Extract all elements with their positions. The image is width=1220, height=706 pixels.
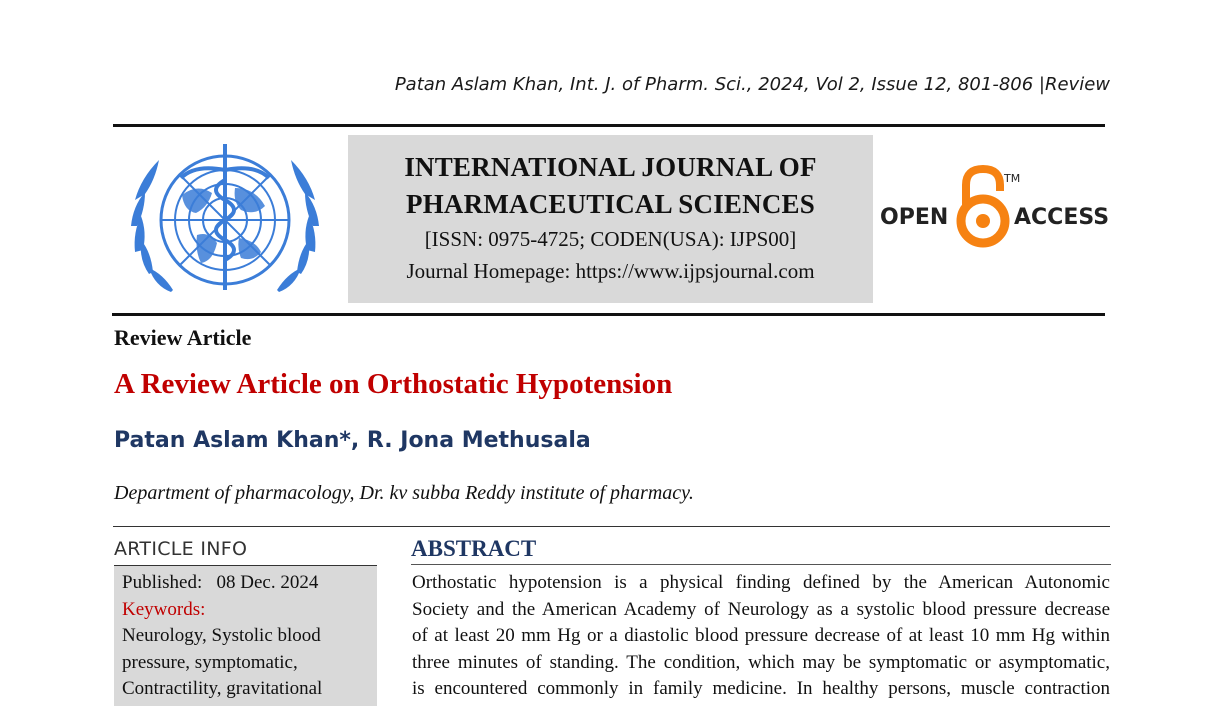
trademark-text: TM [1004,172,1021,185]
article-info-heading: ARTICLE INFO [114,538,248,560]
open-lock-icon [961,169,1005,243]
abstract-heading: ABSTRACT [411,536,537,561]
published-row [122,570,377,597]
keywords-label: Keywords: [122,598,206,620]
keywords-line: Neurology, Systolic blood [122,625,321,646]
journal-title-line-1: INTERNATIONAL JOURNAL OF [404,152,817,182]
article-type: Review Article [114,325,252,350]
journal-banner [348,135,873,303]
abstract-body [412,570,1110,703]
abstract-line: of at least 20 mm Hg or a diastolic blood pressure decrease of at least 10 mm Hg within [412,625,1110,646]
keywords-line: Contractility, gravitational [122,678,323,699]
abstract-line: Orthostatic hypotension is a physical finding defined by the American Autonomic [412,572,1110,593]
open-access-right-text: ACCESS [1014,205,1110,230]
journal-issn: [ISSN: 0975-4725; CODEN(USA): IJPS00] [424,227,797,251]
un-emblem-caduceus-icon [127,140,323,304]
article-authors: Patan Aslam Khan*, R. Jona Methusala [114,428,591,453]
header-rule-top [113,124,1105,127]
open-access-logo [880,165,1110,251]
journal-title-line-2: PHARMACEUTICAL SCIENCES [406,189,815,219]
section-divider [113,526,1110,527]
published-date: 08 Dec. 2024 [216,572,319,593]
abstract-line: Society and the American Academy of Neurology as a systolic blood pressure decrease [412,598,1110,620]
abstract-line: three minutes of standing. The condition, which may be symptomatic or asymptomatic, [412,651,1110,673]
running-head: Patan Aslam Khan, Int. J. of Pharm. Sci., 2024, Vol 2, Issue 12, 801-806 |Review [394,74,1110,95]
article-title: A Review Article on Orthostatic Hypotension [114,368,673,400]
abstract-line: is encountered commonly in family medicine. In healthy persons, muscle contraction [412,678,1110,699]
published-label: Published: [122,572,203,593]
header-rule-bottom [112,313,1105,316]
article-affiliation: Department of pharmacology, Dr. kv subba Reddy institute of pharmacy. [114,482,694,504]
journal-homepage: Journal Homepage: https://www.ijpsjournal.com [406,259,815,283]
keywords-line: pressure, symptomatic, [122,651,298,673]
abstract-rule [411,564,1111,565]
open-access-left-text: OPEN [880,205,949,230]
article-info-box [114,565,377,706]
